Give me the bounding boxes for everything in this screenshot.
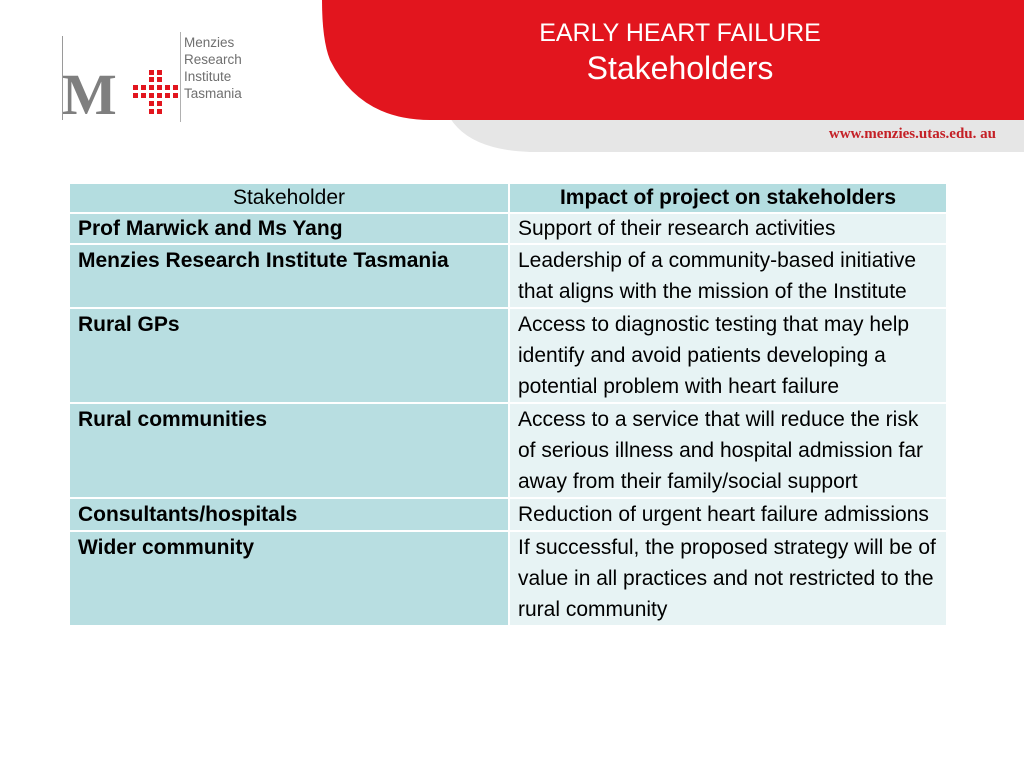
table-row [69,244,947,308]
table-row [69,403,947,498]
impact-cell: Support of their research activities [509,213,947,244]
impact-cell: Access to diagnostic testing that may help identify and avoid patients developing a potential problem with heart failure [509,308,947,403]
stakeholder-table [68,182,948,627]
table-row [69,213,947,244]
stakeholder-cell: Rural GPs [69,308,509,403]
slide-title [480,18,880,88]
logo-name-line: Tasmania [184,86,242,101]
stakeholder-cell: Wider community [69,531,509,626]
impact-cell: Access to a service that will reduce the risk of serious illness and hospital admission far away from their family/social support [509,403,947,498]
table-row [69,308,947,403]
menzies-logo [56,30,276,130]
logo-divider-right [180,32,181,122]
logo-name-line: Institute [184,69,232,84]
website-url: www.menzies.utas.edu. au [828,126,996,142]
red-cross-icon [132,68,180,120]
title-line-2: Stakeholders [586,50,774,86]
stakeholder-cell: Consultants/hospitals [69,498,509,531]
impact-cell: If successful, the proposed strategy will be of value in all practices and not restricted to the rural community [509,531,947,626]
stakeholder-cell: Menzies Research Institute Tasmania [69,244,509,308]
table-row [69,498,947,531]
column-header-stakeholder: Stakeholder [69,183,509,213]
logo-letter: M [62,62,115,127]
table-row [69,531,947,626]
column-header-impact: Impact of project on stakeholders [509,183,947,213]
logo-name-line: Research [184,52,242,67]
logo-name-line: Menzies [184,35,235,50]
table-header-row [69,183,947,213]
impact-cell: Reduction of urgent heart failure admissions [509,498,947,531]
stakeholder-cell: Rural communities [69,403,509,498]
impact-cell: Leadership of a community-based initiative that aligns with the mission of the Institute [509,244,947,308]
logo-name [184,34,242,102]
title-line-1: EARLY HEART FAILURE [539,19,821,47]
stakeholder-cell: Prof Marwick and Ms Yang [69,213,509,244]
